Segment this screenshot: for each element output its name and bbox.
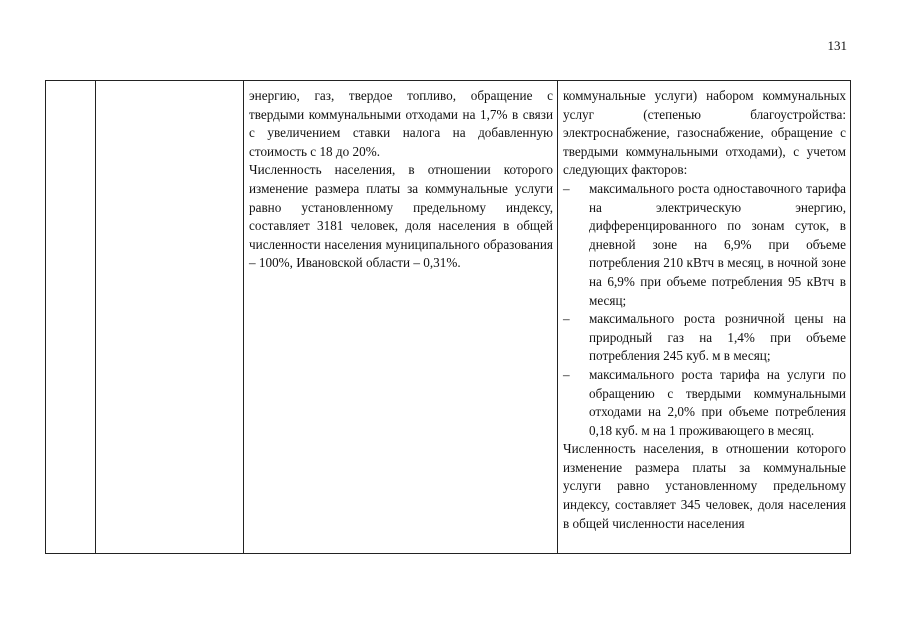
list-item-text: максимального роста тарифа на услуги по обращению с твердыми коммунальными отходами на 2,0% при объеме потребления 0,18 куб. м на 1 проживающего в месяц. <box>589 366 846 438</box>
list-item <box>563 310 846 366</box>
col3-paragraph-1: энергию, газ, твердое топливо, обращение с твердыми коммунальными отходами на 1,7% в связи с увеличением ставки налога на добавленную стоимость с 18 до 20%. <box>249 88 553 159</box>
dash-bullet: – <box>563 180 570 196</box>
table-row <box>46 81 851 554</box>
list-item-text: максимального роста розничной цены на природный газ на 1,4% при объеме потребления 245 куб. м в месяц; <box>589 311 846 364</box>
col4-intro-paragraph: коммунальные услуги) набором коммунальных услуг (степенью благоустройства: электроснабжение, газоснабжение, обращение с твердыми коммунальными отходами), с учетом следующих факторов: <box>563 88 846 178</box>
list-item <box>563 180 846 310</box>
col4-closing-paragraph: Численность населения, в отношении которого изменение размера платы за коммунальные услуги равно установленному предельному индексу, составляет 345 человек, доля населения в общей численности населения <box>563 441 846 531</box>
factors-list <box>563 180 846 440</box>
page-number: 131 <box>827 38 847 53</box>
table-cell-col2 <box>96 81 244 554</box>
table-cell-col1 <box>46 81 96 554</box>
table-cell-col3 <box>244 81 558 554</box>
col3-paragraph-2: Численность населения, в отношении которого изменение размера платы за коммунальные услуги равно установленному предельному индексу, составляет 3181 человек, доля населения в общей численности населения муниципального образования – 100%, Ивановской области – 0,31%. <box>249 162 553 271</box>
list-item <box>563 366 846 440</box>
document-table <box>45 80 851 554</box>
list-item-text: максимального роста одноставочного тарифа на электрическую энергию, дифференцированного по зонам суток, в дневной зоне на 6,9% при объеме потребления 210 кВтч в месяц, в ночной зоне на 6,9% при объеме потребления 95 кВтч в месяц; <box>589 180 846 308</box>
dash-bullet: – <box>563 366 570 382</box>
dash-bullet: – <box>563 311 570 327</box>
table-cell-col4 <box>558 81 851 554</box>
